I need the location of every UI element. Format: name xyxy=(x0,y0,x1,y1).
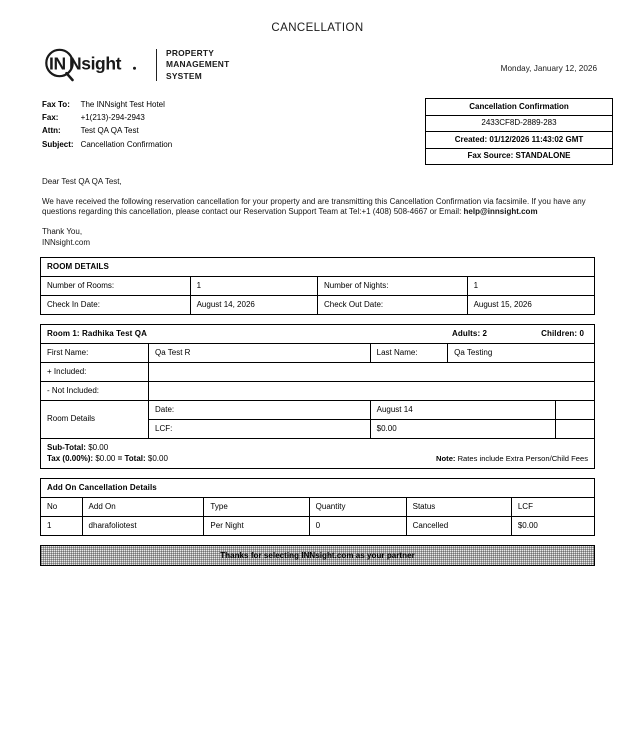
room-block-title: Room 1: Radhika Test QA xyxy=(47,328,147,338)
svg-text:IN: IN xyxy=(49,53,66,74)
tax-total-line xyxy=(47,453,168,464)
first-name-value: Qa Test R xyxy=(149,344,371,363)
check-out-date-label: Check Out Date: xyxy=(317,296,467,315)
fax-to-label: Fax To: xyxy=(42,100,70,109)
addon-col-no: No xyxy=(41,498,83,517)
logo-divider xyxy=(156,49,157,81)
rate-lcf-value: $0.00 xyxy=(370,420,556,439)
number-of-rooms-label: Number of Rooms: xyxy=(41,277,191,296)
check-out-date-value: August 15, 2026 xyxy=(467,296,594,315)
document-header xyxy=(0,34,635,82)
total-label: = Total: xyxy=(117,454,146,464)
logo-tagline-line-1: PROPERTY xyxy=(166,48,215,59)
logo-tagline-line-3: SYSTEM xyxy=(166,70,202,81)
document-date: Monday, January 12, 2026 xyxy=(500,64,597,73)
rate-date-label: Date: xyxy=(149,401,371,420)
letter-salutation: Dear Test QA QA Test, xyxy=(42,177,122,186)
fax-meta-row xyxy=(42,98,172,111)
confirmation-heading: Cancellation Confirmation xyxy=(426,99,612,116)
footer-banner xyxy=(40,545,595,566)
attn-value: Test QA QA Test xyxy=(80,126,139,136)
room-block-table xyxy=(40,324,595,469)
subtotal-value: $0.00 xyxy=(88,443,109,453)
addon-col-lcf: LCF xyxy=(511,498,594,517)
addon-cell-no: 1 xyxy=(41,517,83,536)
room-summary-row xyxy=(41,439,595,469)
tables-region xyxy=(0,257,635,566)
attn-label: Attn: xyxy=(42,126,61,136)
last-name-label: Last Name: xyxy=(370,344,448,363)
addon-cell-lcf: $0.00 xyxy=(511,517,594,536)
footer-message: Thanks for selecting INNsight.com as your partner xyxy=(220,550,415,560)
logo-tagline-line-2: MANAGEMENT xyxy=(166,59,230,70)
letter-body xyxy=(0,165,635,248)
confirmation-fax-source: Fax Source: STANDALONE xyxy=(467,151,571,160)
rate-date-value: August 14 xyxy=(370,401,556,420)
note-text: Rates include Extra Person/Child Fees xyxy=(457,454,588,464)
addon-cancellation-table xyxy=(40,478,595,536)
addon-cell-status: Cancelled xyxy=(406,517,511,536)
room-children: Children: 0 xyxy=(541,328,584,338)
fax-meta-block xyxy=(42,98,172,151)
addon-col-type: Type xyxy=(204,498,309,517)
tax-label: Tax (0.00%): xyxy=(47,454,94,464)
room-details-header-row xyxy=(41,258,595,277)
addon-cell-quantity: 0 xyxy=(309,517,406,536)
closing-line-2: INNsight.com xyxy=(42,237,91,247)
not-included-label: - Not Included: xyxy=(41,382,149,401)
not-included-value xyxy=(149,382,595,401)
subject-label: Subject: xyxy=(42,139,74,149)
tax-value: $0.00 xyxy=(95,454,116,464)
room-summary xyxy=(41,439,595,469)
innsight-logo xyxy=(42,48,229,82)
subtotal-line xyxy=(47,442,168,453)
addon-section-title: Add On Cancellation Details xyxy=(41,479,595,498)
svg-text:Nsight: Nsight xyxy=(69,53,122,74)
number-of-rooms-value: 1 xyxy=(190,277,317,296)
room-details-label: Room Details xyxy=(41,401,149,439)
letter-paragraph xyxy=(42,197,593,218)
number-of-nights-value: 1 xyxy=(467,277,594,296)
table-row xyxy=(41,277,595,296)
fax-meta-row xyxy=(42,124,172,137)
first-name-label: First Name: xyxy=(41,344,149,363)
addon-cell-type: Per Night xyxy=(204,517,309,536)
included-label: + Included: xyxy=(41,363,149,382)
letter-closing xyxy=(42,227,593,249)
last-name-value: Qa Testing xyxy=(448,344,595,363)
table-row xyxy=(41,296,595,315)
page-title: CANCELLATION xyxy=(271,22,364,34)
room-block-header xyxy=(41,325,595,344)
addon-col-status: Status xyxy=(406,498,511,517)
room-details-section-title: ROOM DETAILS xyxy=(41,258,595,277)
included-value xyxy=(149,363,595,382)
innsight-logo-mark xyxy=(42,48,150,82)
room-adults: Adults: 2 xyxy=(451,328,488,338)
check-in-date-value: August 14, 2026 xyxy=(190,296,317,315)
number-of-nights-label: Number of Nights: xyxy=(317,277,467,296)
letter-paragraph-text: We have received the following reservation cancellation for your property and are transmitting this Cancellation Confirmation via facsimile. If you have any questions regarding this cancellation, please contact our Reservation Support Team at Tel:+1 (408) 508-4667 or Email: xyxy=(42,196,586,217)
table-row xyxy=(41,382,595,401)
room-details-table xyxy=(40,257,595,315)
fax-to-value: The INNsight Test Hotel xyxy=(80,100,165,109)
check-in-date-label: Check In Date: xyxy=(41,296,191,315)
fax-meta-row xyxy=(42,138,172,151)
addon-col-addon: Add On xyxy=(82,498,204,517)
table-row xyxy=(41,517,595,536)
fax-number-value: +1(213)-294-2943 xyxy=(80,113,145,123)
table-row xyxy=(41,401,595,420)
meta-area xyxy=(0,82,635,165)
table-row xyxy=(41,363,595,382)
addon-col-quantity: Quantity xyxy=(309,498,406,517)
confirmation-box xyxy=(425,98,613,165)
note-label: Note: xyxy=(436,454,456,464)
logo-tagline xyxy=(166,48,229,82)
fax-number-label: Fax: xyxy=(42,113,59,123)
support-email: help@innsight.com xyxy=(463,207,538,217)
addon-cell-addon: dharafoliotest xyxy=(82,517,204,536)
rate-lcf-label: LCF: xyxy=(149,420,371,439)
addon-header-row xyxy=(41,479,595,498)
fax-meta-row xyxy=(42,111,172,124)
innsight-wordmark-icon xyxy=(42,48,150,82)
addon-column-header-row xyxy=(41,498,595,517)
subtotal-label: Sub-Total: xyxy=(47,443,86,453)
subject-value: Cancellation Confirmation xyxy=(80,139,173,149)
rate-lcf-spacer xyxy=(556,420,595,439)
rate-date-spacer xyxy=(556,401,595,420)
total-value: $0.00 xyxy=(147,454,168,464)
table-row xyxy=(41,344,595,363)
closing-line-1: Thank You, xyxy=(42,226,83,236)
room-block-header-row xyxy=(41,325,595,344)
confirmation-code: 2433CF8D-2889-283 xyxy=(426,116,612,133)
confirmation-created: Created: 01/12/2026 11:43:02 GMT xyxy=(426,132,612,149)
